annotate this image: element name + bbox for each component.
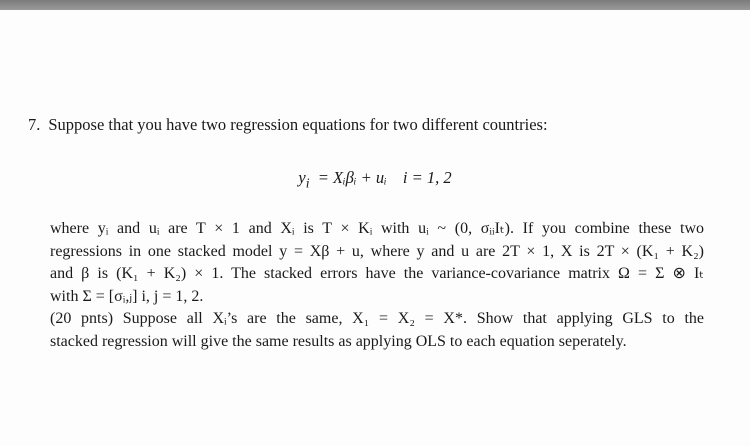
problem-heading bbox=[28, 115, 548, 135]
body-line-3: and β is (K₁ + K₂) × 1. The stacked errors have the variance-covariance matrix Ω = Σ ⊗ Iₜ bbox=[50, 265, 704, 282]
problem-body bbox=[50, 218, 704, 353]
body-line-4: with Σ = [σᵢ,ⱼ] i, j = 1, 2. bbox=[50, 287, 204, 305]
equation-rhs: = Xᵢβᵢ + uᵢ bbox=[317, 168, 387, 187]
equation-lhs: y bbox=[298, 168, 306, 187]
equation-lhs-subscript: i bbox=[305, 175, 310, 191]
problem-intro: Suppose that you have two regression equations for two different countries: bbox=[48, 115, 548, 134]
body-line-2: regressions in one stacked model y = Xβ + u, where y and u are 2T × 1, X is 2T × (K₁ + K₂) bbox=[50, 242, 704, 260]
problem-number: 7. bbox=[28, 115, 41, 134]
equation-index: i = 1, 2 bbox=[402, 168, 452, 187]
body-line-1: where yᵢ and uᵢ are T × 1 and Xᵢ is T × Kᵢ with uᵢ ~ (0, σᵢᵢIₜ). If you combine these two bbox=[50, 220, 704, 237]
body-line-5: (20 pnts) Suppose all Xᵢ’s are the same, X₁ = X₂ = X*. Show that applying GLS to the bbox=[50, 310, 704, 327]
regression-equation bbox=[0, 168, 750, 191]
body-line-6: stacked regression will give the same results as applying OLS to each equation seperately. bbox=[50, 332, 627, 350]
top-window-bar bbox=[0, 0, 750, 10]
